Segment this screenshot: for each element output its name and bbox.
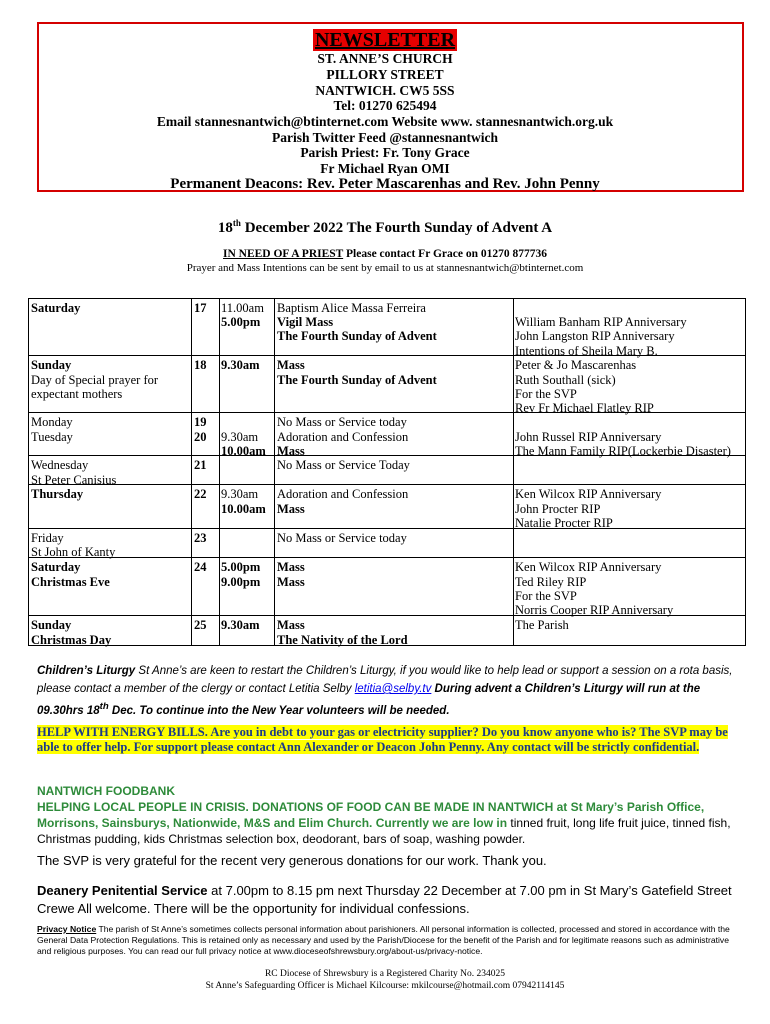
- schedule-time: 10.00am: [221, 444, 266, 458]
- schedule-service: Mass: [277, 575, 305, 589]
- schedule-date: 24: [194, 560, 207, 574]
- deacons: Permanent Deacons: Rev. Peter Mascarenhas and Rev. John Penny: [170, 176, 600, 192]
- schedule-intention: John Langston RIP Anniversary: [515, 329, 675, 343]
- priest-2: Fr Michael Ryan OMI: [320, 161, 450, 176]
- schedule-service: Baptism Alice Massa Ferreira: [277, 301, 426, 315]
- schedule-day: Friday: [31, 531, 64, 545]
- schedule-intention: Ken Wilcox RIP Anniversary: [515, 560, 662, 574]
- schedule-time: 9.30am: [221, 487, 259, 501]
- schedule-intention: Ted Riley RIP: [515, 575, 587, 589]
- schedule-time: 10.00am: [221, 502, 266, 516]
- schedule-intention: Ruth Southall (sick): [515, 373, 616, 387]
- schedule-day: Wednesday: [31, 458, 89, 472]
- schedule-day: St John of Kanty: [31, 545, 116, 559]
- schedule-date: 25: [194, 618, 207, 632]
- schedule-time: 9.30am: [221, 618, 260, 632]
- schedule-time: 5.00pm: [221, 315, 261, 329]
- schedule-service: Vigil Mass: [277, 315, 334, 329]
- schedule-intention: Intentions of Sheila Mary B.: [515, 344, 658, 358]
- deanery-service: Deanery Penitential Service at 7.00pm to 8.15 pm next Thursday 22 December at 7.00 pm in St Mary’s Gatefield Street Crewe All welcome. There will be the opportunity for individual confessions.: [37, 883, 732, 916]
- schedule-time: 9.30am: [221, 430, 259, 444]
- schedule-intention: Peter & Jo Mascarenhas: [515, 358, 637, 372]
- newsletter-title: NEWSLETTER: [314, 29, 456, 51]
- privacy-notice: Privacy Notice The parish of St Anne’s sometimes collects personal information about parishioners. All personal information is collected, processed and stored in accordance with the General Data Protection Regulations. This is retained only as necessary and used by the Parish/Diocese for the benefit of the Parish and for legitimate reasons such as administrative and religious purposes. You can read our full privacy notice at www.dioceseofshrewsbury.org/about-us/privacy-notice.: [37, 924, 730, 956]
- foodbank-notice: NANTWICH FOODBANK HELPING LOCAL PEOPLE IN CRISIS. DONATIONS OF FOOD CAN BE MADE IN NANTWICH at St Mary’s Parish Office, Morrisons, Sainsburys, Nationwide, M&S and Elim Church. Currently we are low in tinned fruit, long life fruit juice, tinned fish, Christmas pudding, kids Christmas selection box, deodorant, bars of soap, washing powder.: [37, 784, 731, 846]
- schedule-time: 5.00pm: [221, 560, 261, 574]
- schedule-intention: William Banham RIP Anniversary: [515, 315, 687, 329]
- schedule-day: Christmas Day: [31, 633, 112, 647]
- schedule-date: 19: [194, 415, 207, 429]
- schedule-day: Sunday: [31, 358, 72, 372]
- schedule-service: Adoration and Confession: [277, 487, 409, 501]
- schedule-day: Saturday: [31, 301, 81, 315]
- schedule-service: Mass: [277, 502, 305, 516]
- schedule-time: 9.00pm: [221, 575, 261, 589]
- schedule-date: 21: [194, 458, 207, 472]
- svp-thanks: The SVP is very grateful for the recent very generous donations for our work. Thank you.: [37, 853, 547, 868]
- schedule-intention: Ken Wilcox RIP Anniversary: [515, 487, 662, 501]
- schedule-day: Sunday: [31, 618, 72, 632]
- schedule-day: Tuesday: [31, 430, 73, 444]
- childrens-liturgy: Children’s Liturgy St Anne’s are keen to restart the Children’s Liturgy, if you would like to help lead or support a session on a rota basis, please contact a member of the clergy or contact Letitia Selby letitia@selby.tv During advent a Children’s Liturgy will run at the 09.30hrs 18th Dec. To continue into the New Year volunteers will be needed.: [37, 665, 733, 717]
- schedule-service: Mass: [277, 358, 305, 372]
- schedule-intention: For the SVP: [515, 589, 577, 603]
- schedule-time: 9.30am: [221, 358, 260, 372]
- schedule-date: 18: [194, 358, 207, 372]
- schedule-intention: Rev Fr Michael Flatley RIP: [515, 401, 654, 415]
- schedule-intention: For the SVP: [515, 387, 577, 401]
- letitia-email-link[interactable]: letitia@selby.tv: [354, 683, 432, 695]
- schedule-intention: John Russel RIP Anniversary: [515, 430, 662, 444]
- schedule-service: Adoration and Confession: [277, 430, 409, 444]
- telephone: Tel: 01270 625494: [333, 98, 437, 113]
- date-heading: 18th December 2022 The Fourth Sunday of Advent A: [217, 218, 553, 236]
- schedule-intention: The Parish: [515, 618, 569, 632]
- schedule-intention: Norris Cooper RIP Anniversary: [515, 603, 674, 617]
- twitter-feed: Parish Twitter Feed @stannesnantwich: [272, 130, 498, 145]
- schedule-service: No Mass or Service Today: [277, 458, 410, 472]
- schedule-time: 11.00am: [221, 301, 264, 315]
- priest-appeal: IN NEED OF A PRIEST Please contact Fr Grace on 01270 877736: [222, 248, 548, 260]
- schedule-service: The Fourth Sunday of Advent: [277, 329, 437, 343]
- schedule-day: Monday: [31, 415, 73, 429]
- schedule-day: Christmas Eve: [31, 575, 110, 589]
- schedule-date: 17: [194, 301, 207, 315]
- parish-priest: Parish Priest: Fr. Tony Grace: [300, 145, 470, 160]
- schedule-day: Saturday: [31, 560, 81, 574]
- schedule-date: 22: [194, 487, 207, 501]
- street: PILLORY STREET: [326, 67, 444, 82]
- energy-bills-notice: HELP WITH ENERGY BILLS. Are you in debt to your gas or electricity supplier? Do you know anyone who is? The SVP may be able to offer help. For support please contact Ann Alexander or Deacon John Penny. Any contact will be strictly confidential.: [37, 725, 728, 754]
- schedule-service: The Nativity of the Lord: [277, 633, 408, 647]
- schedule-day: St Peter Canisius: [31, 473, 117, 487]
- schedule-service: Mass: [277, 560, 305, 574]
- schedule-day: Day of Special prayer for: [31, 373, 159, 387]
- schedule-date: 20: [194, 430, 207, 444]
- schedule-intention: Natalie Procter RIP: [515, 516, 613, 530]
- schedule-day: Thursday: [31, 487, 84, 501]
- schedule-service: Mass: [277, 618, 305, 632]
- schedule-date: 23: [194, 531, 207, 545]
- schedule-service: Mass: [277, 444, 305, 458]
- schedule-service: No Mass or Service today: [277, 531, 407, 545]
- intentions-note: Prayer and Mass Intentions can be sent by email to us at stannesnantwich@btinternet.com: [186, 262, 584, 274]
- email-website: Email stannesnantwich@btinternet.com Website www. stannesnantwich.org.uk: [156, 114, 614, 129]
- schedule-intention: The Mann Family RIP(Lockerbie Disaster): [515, 444, 731, 458]
- town-postcode: NANTWICH. CW5 5SS: [315, 83, 455, 98]
- schedule-service: No Mass or Service today: [277, 415, 407, 429]
- schedule-day: expectant mothers: [31, 387, 123, 401]
- church-name: ST. ANNE’S CHURCH: [317, 51, 453, 66]
- schedule-service: The Fourth Sunday of Advent: [277, 373, 437, 387]
- schedule-intention: John Procter RIP: [515, 502, 601, 516]
- footer: RC Diocese of Shrewsbury is a Registered Charity No. 234025 St Anne’s Safeguarding Officer is Michael Kilcourse: mkilcourse@hotmail.com 07942114145: [205, 969, 565, 991]
